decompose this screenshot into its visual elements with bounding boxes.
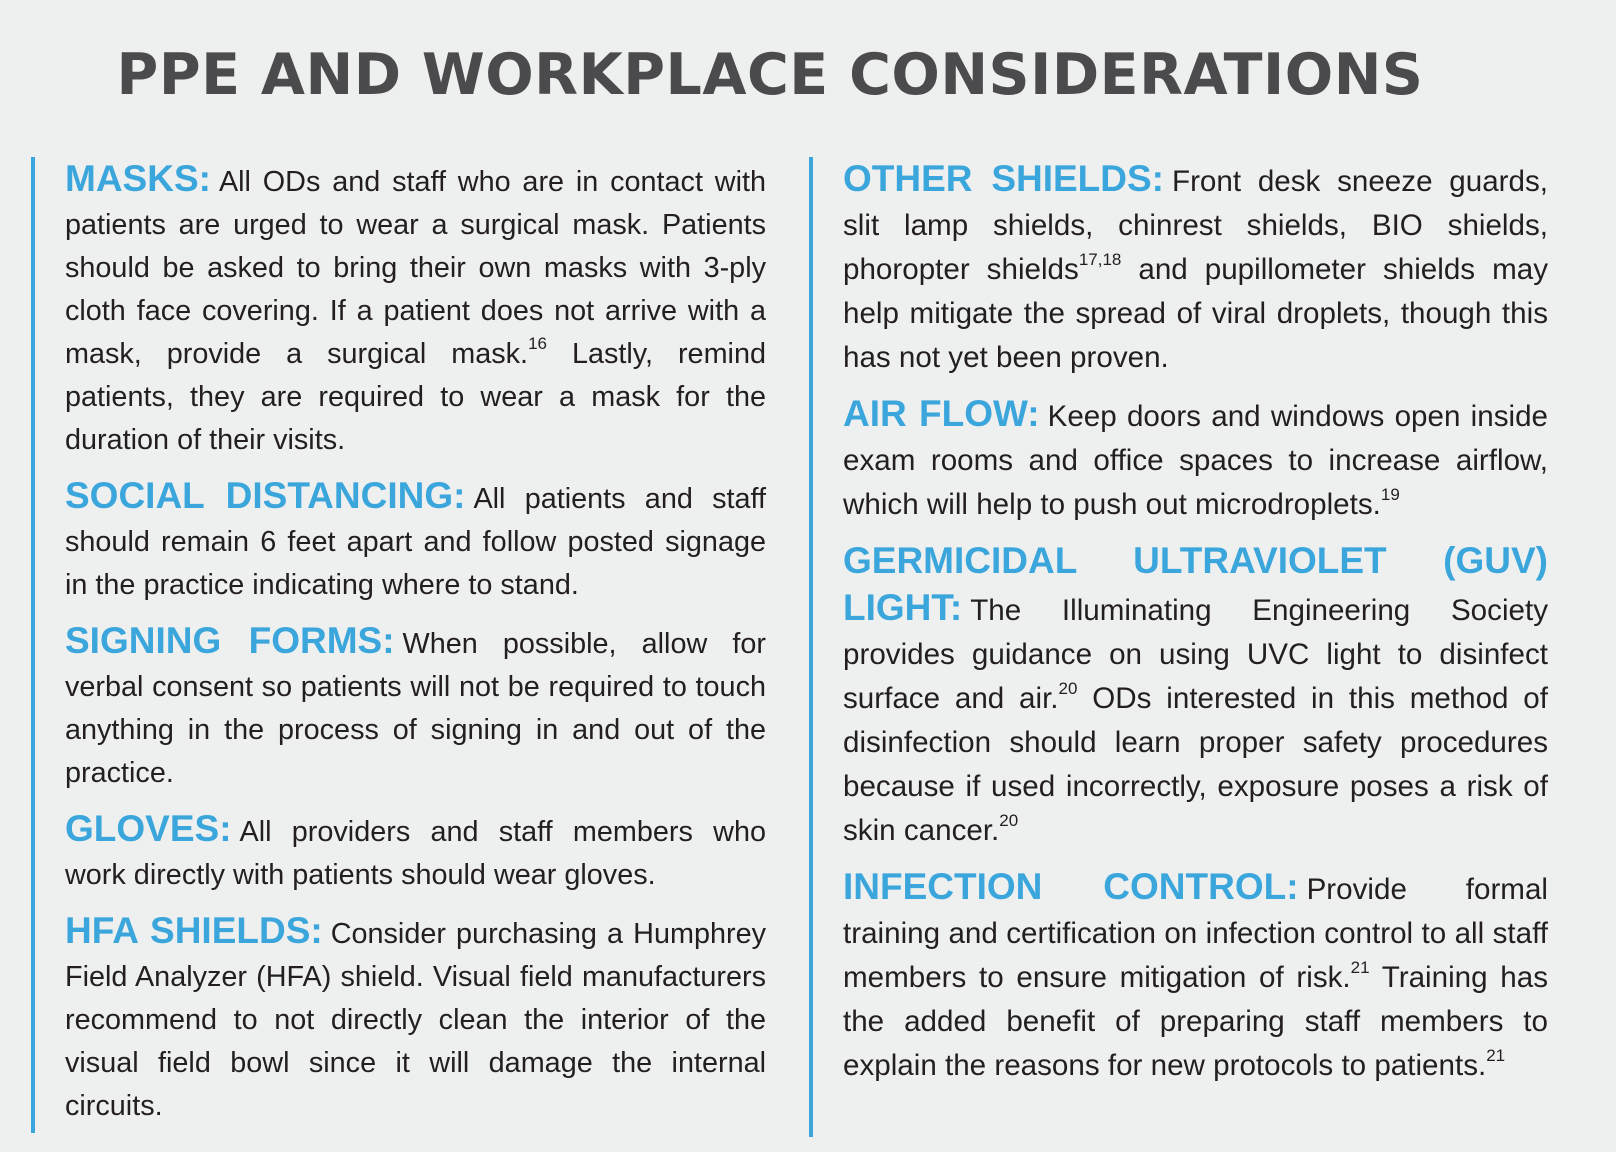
section-masks bbox=[65, 157, 766, 462]
section-heading: MASKS: bbox=[65, 158, 211, 199]
section-infection-control bbox=[843, 865, 1548, 1088]
right-column bbox=[809, 157, 1548, 1137]
reference-superscript: 16 bbox=[528, 334, 547, 353]
section-heading: GLOVES: bbox=[65, 808, 232, 849]
section-text: Provide formal training and certification on infection control to all staff members to ensure mitigation of risk. bbox=[843, 873, 1548, 994]
section-other-shields bbox=[843, 157, 1548, 380]
section-gloves bbox=[65, 807, 766, 897]
section-guv-light bbox=[843, 539, 1548, 853]
section-hfa-shields bbox=[65, 909, 766, 1128]
reference-superscript: 21 bbox=[1486, 1046, 1506, 1065]
section-text: All ODs and staff who are in contact with patients are urged to wear a surgical mask. Patients should be asked to bring their own masks with 3-ply cloth face covering. If a patient does not arrive with a mask, provide a surgical mask. bbox=[65, 166, 766, 370]
section-text: The Illuminating Engineering Society provides guidance on using UVC light to disinfect surface and air. bbox=[843, 594, 1548, 715]
section-text: and pupillometer shields may help mitigate the spread of viral droplets, though this has not yet been proven. bbox=[843, 253, 1548, 374]
reference-superscript: 19 bbox=[1380, 485, 1400, 504]
section-text: Training has the added benefit of preparing staff members to explain the reasons for new protocols to patients. bbox=[843, 961, 1548, 1082]
section-heading: SIGNING FORMS: bbox=[65, 620, 395, 661]
section-text: ODs interested in this method of disinfection should learn proper safety procedures because if used incorrectly, exposure poses a risk of skin cancer. bbox=[843, 682, 1548, 847]
section-heading: OTHER SHIELDS: bbox=[843, 158, 1164, 199]
section-text: Consider purchasing a Humphrey Field Analyzer (HFA) shield. Visual field manufacturers recommend to not directly clean the interior of the visual field bowl since it will damage the internal circuits. bbox=[65, 918, 766, 1122]
reference-superscript: 21 bbox=[1350, 958, 1370, 977]
section-text: All providers and staff members who work directly with patients should wear gloves. bbox=[65, 816, 766, 891]
reference-superscript: 17,18 bbox=[1078, 250, 1122, 269]
section-text: Front desk sneeze guards, slit lamp shields, chinrest shields, BIO shields, phoropter shields bbox=[843, 165, 1548, 286]
section-signing-forms bbox=[65, 619, 766, 795]
left-column bbox=[31, 157, 766, 1133]
section-heading: INFECTION CONTROL: bbox=[843, 866, 1299, 907]
section-social-distancing bbox=[65, 474, 766, 607]
section-text: All patients and staff should remain 6 feet apart and follow posted signage in the practice indicating where to stand. bbox=[65, 483, 766, 601]
section-text: Keep doors and windows open inside exam rooms and office spaces to increase airflow, which will help to push out microdroplets. bbox=[843, 400, 1549, 521]
reference-superscript: 20 bbox=[1058, 679, 1078, 698]
section-text: Lastly, remind patients, they are required to wear a mask for the duration of their visits. bbox=[65, 338, 766, 456]
section-air-flow bbox=[843, 392, 1548, 527]
section-heading: AIR FLOW: bbox=[843, 393, 1040, 434]
section-heading: SOCIAL DISTANCING: bbox=[65, 475, 466, 516]
section-heading: GERMICIDAL ULTRAVIOLET (GUV) LIGHT: bbox=[843, 540, 1548, 628]
section-text: When possible, allow for verbal consent so patients will not be required to touch anything in the process of signing in and out of the practice. bbox=[65, 628, 766, 789]
section-heading: HFA SHIELDS: bbox=[65, 910, 323, 951]
reference-superscript: 20 bbox=[999, 811, 1019, 830]
page-title: PPE AND WORKPLACE CONSIDERATIONS bbox=[116, 42, 1424, 108]
